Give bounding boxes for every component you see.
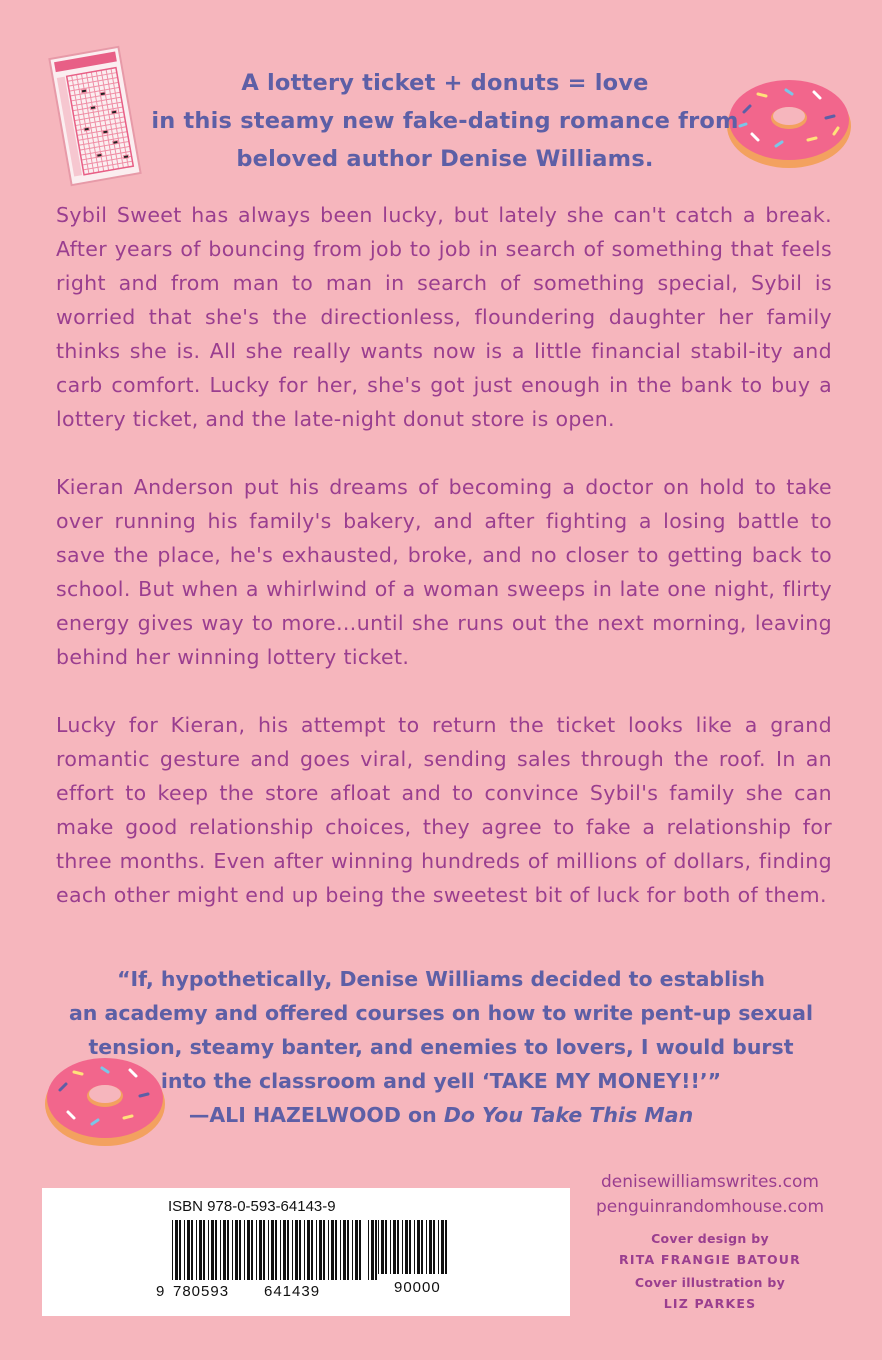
isbn-label: ISBN 978-0-593-64143-9 xyxy=(168,1198,336,1215)
barcode-bar xyxy=(191,1220,193,1280)
tagline-line: A lottery ticket + donuts = love xyxy=(241,70,649,96)
barcode-bar xyxy=(223,1220,226,1280)
synopsis-paragraph: Sybil Sweet has always been lucky, but lately she can't catch a break. After years of bouncing from job to job in search of something that feels right and from man to man in search of something special, Sybil is worried that she's the directionless, floundering daughter her family thinks she is. All she really wants now is a little financial stabil-ity and carb comfort. Lucky for her, she's got just enough in the bank to buy a lottery ticket, and the late-night donut store is open. xyxy=(56,203,832,431)
barcode-icon xyxy=(42,1188,570,1316)
barcode-digits-group2: 641439 xyxy=(264,1283,321,1300)
barcode-bar xyxy=(421,1220,423,1274)
barcode-bar xyxy=(445,1220,447,1274)
author-website-link[interactable]: denisewilliamswrites.com xyxy=(600,1172,819,1192)
barcode-bar xyxy=(175,1220,178,1280)
quote-line: “If, hypothetically, Denise Williams decided to establish xyxy=(117,967,765,991)
tagline-line: in this steamy new fake-dating romance from xyxy=(151,108,739,134)
barcode-bar xyxy=(385,1220,387,1274)
barcode-bar xyxy=(417,1220,420,1274)
publisher-website-link[interactable]: penguinrandomhouse.com xyxy=(596,1197,824,1217)
barcode-bar xyxy=(323,1220,325,1280)
barcode-bar xyxy=(433,1220,435,1274)
barcode-bar xyxy=(438,1220,439,1274)
barcode-bar xyxy=(304,1220,305,1280)
barcode-bar xyxy=(331,1220,334,1280)
barcode-bar xyxy=(393,1220,396,1274)
barcode-bar xyxy=(203,1220,205,1280)
barcode-bar xyxy=(375,1220,377,1280)
credit-role: Cover design by xyxy=(651,1231,769,1246)
quote-line: tension, steamy banter, and enemies to lovers, I would burst xyxy=(88,1035,794,1059)
donut-icon xyxy=(722,72,856,172)
barcode-bar xyxy=(184,1220,185,1280)
barcode-bar xyxy=(275,1220,277,1280)
barcode-bar xyxy=(287,1220,289,1280)
barcode-bar xyxy=(196,1220,197,1280)
barcode-bar xyxy=(172,1220,173,1280)
barcode-bar xyxy=(371,1220,374,1280)
barcode-digits-group1: 780593 xyxy=(173,1283,230,1300)
barcode-bar xyxy=(397,1220,399,1274)
barcode-bar xyxy=(405,1220,408,1274)
barcode-bar xyxy=(307,1220,310,1280)
barcode-bar xyxy=(220,1220,221,1280)
barcode-panel xyxy=(42,1188,570,1316)
synopsis-paragraph: Kieran Anderson put his dreams of becoming a doctor on hold to take over running his family's bakery, and after fighting a losing battle to save the place, he's exhausted, broke, and no closer to getting back to school. But when a whirlwind of a woman sweeps in late one night, flirty energy gives way to more…until she runs out the next morning, leaving behind her winning lottery ticket. xyxy=(56,475,832,669)
barcode-bar xyxy=(251,1220,253,1280)
barcode-bar xyxy=(295,1220,298,1280)
barcode-bar xyxy=(340,1220,341,1280)
barcode-bar xyxy=(244,1220,245,1280)
barcode-bar xyxy=(227,1220,229,1280)
websites xyxy=(575,1170,845,1220)
barcode-bar xyxy=(280,1220,281,1280)
barcode-bar xyxy=(441,1220,444,1274)
barcode-bar xyxy=(355,1220,358,1280)
synopsis-paragraph: Lucky for Kieran, his attempt to return the ticket looks like a grand romantic gesture and goes viral, sending sales through the roof. In an effort to keep the store afloat and to convince Sybil's family she can make good relationship choices, they agree to fake a relationship for three months. Even after winning hundreds of millions of dollars, finding each other might end up being the sweetest bit of luck for both of them. xyxy=(56,713,832,907)
barcode-bar xyxy=(390,1220,391,1274)
barcode-bar xyxy=(328,1220,329,1280)
barcode-bar xyxy=(208,1220,209,1280)
barcode-bar xyxy=(179,1220,181,1280)
barcode-bar xyxy=(426,1220,427,1274)
barcode-bar xyxy=(232,1220,233,1280)
cover-credits xyxy=(575,1228,845,1316)
barcode-addon-digits: 90000 xyxy=(394,1279,441,1296)
tagline-line: beloved author Denise Williams. xyxy=(236,146,654,172)
barcode-bar xyxy=(268,1220,269,1280)
barcode-bar xyxy=(292,1220,293,1280)
barcode-bar xyxy=(211,1220,214,1280)
blurb-quote xyxy=(60,962,822,1132)
barcode-bar xyxy=(299,1220,301,1280)
barcode-bar xyxy=(319,1220,322,1280)
credit-role: Cover illustration by xyxy=(634,1275,786,1290)
barcode-bar xyxy=(343,1220,346,1280)
barcode-bar xyxy=(259,1220,262,1280)
quote-attribution xyxy=(60,1098,822,1132)
credit-name: LIZ PARKES xyxy=(663,1296,757,1311)
barcode-bar xyxy=(239,1220,241,1280)
barcode-bar xyxy=(429,1220,432,1274)
barcode-bar xyxy=(311,1220,313,1280)
barcode-digit-lead: 9 xyxy=(156,1283,165,1300)
barcode-bar xyxy=(335,1220,337,1280)
tagline xyxy=(150,64,740,178)
barcode-bar xyxy=(347,1220,349,1280)
barcode-bar xyxy=(283,1220,286,1280)
barcode-bar xyxy=(316,1220,317,1280)
attribution-book-title: Do You Take This Man xyxy=(443,1103,694,1127)
barcode-bar xyxy=(199,1220,202,1280)
lottery-ticket-icon xyxy=(46,42,144,190)
synopsis xyxy=(56,198,832,946)
barcode-bar xyxy=(263,1220,265,1280)
quote-line: an academy and offered courses on how to write pent-up sexual xyxy=(68,1001,814,1025)
barcode-bar xyxy=(414,1220,415,1274)
barcode-bar xyxy=(247,1220,250,1280)
barcode-bar xyxy=(381,1220,384,1274)
barcode-bar xyxy=(256,1220,257,1280)
barcode-bar xyxy=(352,1220,353,1280)
barcode-bar xyxy=(378,1220,379,1274)
barcode-bar xyxy=(271,1220,274,1280)
quote-line: into the classroom and yell ‘TAKE MY MONEY!!’” xyxy=(160,1069,722,1093)
barcode-bar xyxy=(235,1220,238,1280)
barcode-bar xyxy=(359,1220,361,1280)
barcode-bar xyxy=(409,1220,411,1274)
barcode-bar xyxy=(215,1220,217,1280)
credit-name: RITA FRANGIE BATOUR xyxy=(619,1252,801,1267)
barcode-bar xyxy=(187,1220,190,1280)
attribution-author: —ALI HAZELWOOD on xyxy=(188,1103,444,1127)
barcode-bar xyxy=(402,1220,403,1274)
barcode-bar xyxy=(368,1220,369,1280)
